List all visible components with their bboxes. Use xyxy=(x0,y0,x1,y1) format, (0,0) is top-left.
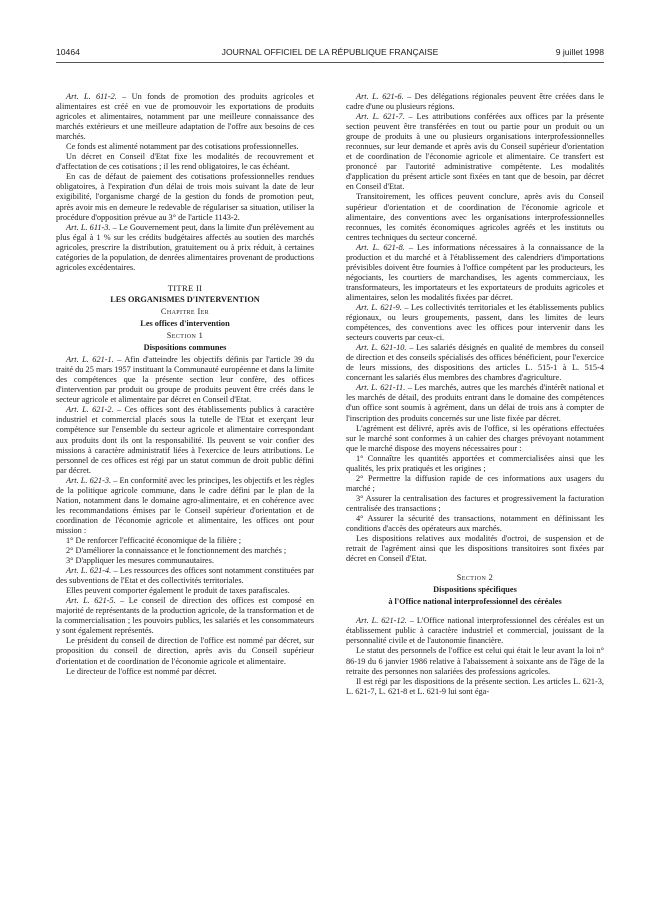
article-ref: Art. L. 621-4. xyxy=(66,566,112,576)
chapitre-heading: Chapitre Ier xyxy=(160,306,210,316)
article-ref: Art. L. 621-12. xyxy=(356,616,407,626)
section-2-heading: Section 2 xyxy=(456,573,494,583)
paragraph: L'agrément est délivré, après avis de l'office, si les opérations effectuées sur le marché sont conformes à un cahier des charges prévoyant notamment que le marché dispose des moyens nécessaires pour : xyxy=(346,423,604,453)
paragraph: Elles peuvent comporter également le produit de taxes parafiscales. xyxy=(66,586,290,596)
article-text: – Les collectivités territoriales et les établissements publics régionaux, ou leurs groupements, passent, dans les limites de leurs compétences, des conventions avec les offices pour intervenir dans les secteurs couverts par ceux-ci. xyxy=(346,302,605,343)
article-621-11 xyxy=(346,383,604,423)
list-item: 2° Permettre la diffusion rapide de ces informations aux usagers du marché ; xyxy=(346,473,604,493)
article-611-2 xyxy=(56,92,314,142)
article-ref: Art. L. 621-5. xyxy=(66,596,116,606)
article-621-4 xyxy=(56,566,314,586)
paragraph: Le statut des personnels de l'office est celui qui était le leur avant la loi n° 86-19 du 6 janvier 1986 relative à l'abaissement à soixante ans de l'âge de la retraite des personnes non salariées des professions agricoles. xyxy=(346,646,604,676)
paragraph: Le président du conseil de direction de l'office est nommé par décret, sur proposition du conseil de direction, après avis du Conseil supérieur d'orientation et de coordination de l'économie agricole et alimentaire. xyxy=(56,636,314,666)
article-621-2 xyxy=(56,405,314,475)
article-ref: Art. L. 621-9. xyxy=(356,302,402,312)
list-item: 2° D'améliorer la connaissance et le fonctionnement des marchés ; xyxy=(66,546,287,556)
article-621-6 xyxy=(346,92,604,112)
list-item: 3° D'appliquer les mesures communautaires. xyxy=(66,556,214,566)
article-ref: Art. L. 621-10. xyxy=(356,343,407,353)
section-2-name-line2: à l'Office national interprofessionnel des céréales xyxy=(388,597,562,607)
paragraph: Un décret en Conseil d'Etat fixe les modalités de recouvrement et d'affectation de ces cotisations ; il les rend obligatoires, le cas échéant. xyxy=(56,152,314,172)
article-621-10 xyxy=(346,343,604,383)
article-621-8 xyxy=(346,243,604,303)
header-rule xyxy=(56,62,604,63)
article-ref: Art. L. 621-6. xyxy=(356,92,404,101)
article-621-12 xyxy=(346,616,604,646)
section-heading: Section 1 xyxy=(166,331,204,341)
paragraph: Les dispositions relatives aux modalités d'octroi, de suspension et de retrait de l'agrément ainsi que les dispositions transitoires sont fixées par décret en Conseil d'Etat. xyxy=(346,534,604,564)
chapitre-name: Les offices d'intervention xyxy=(140,318,230,328)
list-item: 3° Assurer la centralisation des factures et progressivement la facturation centralisée des transactions ; xyxy=(346,493,604,513)
article-text: – Les attributions conférées aux offices par la présente section peuvent être transférées en tout ou partie pour un produit ou un groupe de produits à une ou plusieurs organisations interprofessionnelles reconnues, sur leur demande et après avis du Conseil supérieur d'orientation et de coordination de l'économie agricole et alimentaire. Ce transfert est prononcé par l'autorité administrative compétente. Les modalités d'application du présent article sont fixées en tant que de besoin, par décret en Conseil d'Etat. xyxy=(346,112,604,192)
article-621-9 xyxy=(346,303,604,343)
article-ref: Art. L. 611-2. xyxy=(66,92,117,101)
list-item: 4° Assurer la sécurité des transactions, notamment en définissant les conditions d'accès des opérateurs aux marchés. xyxy=(346,513,604,534)
titre-heading: TITRE II xyxy=(167,282,203,293)
article-ref: Art. L. 621-11. xyxy=(356,383,406,393)
article-text: – Le conseil de direction des offices est composé en majorité de représentants de la production agricole, de la transformation et de la commercialisation ; les pouvoirs publics, les salariés et les consommateurs y sont également représentés. xyxy=(56,596,314,636)
paragraph: Il est régi par les dispositions de la présente section. Les articles L. 621-3, L. 621-7, L. 621-8 et L. 621-9 lui sont éga- xyxy=(346,676,604,696)
article-text: – L'Office national interprofessionnel des céréales est un établissement public à caractère industriel et commercial, jouissant de la personnalité civile et de l'autonomie financière. xyxy=(346,616,604,646)
article-text: – Les informations nécessaires à la connaissance de la production et du marché et à l'établissement des calendriers d'importations prévisibles doivent être fournies à l'office compétent par les producteurs, les négociants, les courtiers de marchandises, les agents commerciaux, les transformateurs, les importateurs et les exportateurs de produits agricoles et alimentaires, selon les modalités fixées par décret. xyxy=(346,242,604,302)
article-ref: Art. L. 621-1. xyxy=(66,355,114,365)
article-text: – Ces offices sont des établissements publics à caractère industriel et commercial placés sous la tutelle de l'Etat et exerçant leur compétence sur l'ensemble du secteur agricole et alimentaire correspondant aux produits dont ils ont la responsabilité. Ils peuvent se voir confier des missions à caractère administratif liées à l'exercice de leurs attributions. Le personnel de ces offices est régi par un statut commun de droit public défini par décret. xyxy=(56,405,314,475)
article-ref: Art. L. 611-3. xyxy=(66,222,111,232)
journal-title: JOURNAL OFFICIEL DE LA RÉPUBLIQUE FRANÇAISE xyxy=(221,47,439,57)
paragraph: En cas de défaut de paiement des cotisations professionnelles rendues obligatoires, à l'expiration d'un délai de trois mois suivant la date de leur exigibilité, l'organisme chargé de la gestion du fonds de promotion peut, après avoir mis en demeure le redevable de régulariser sa situation, utiliser la procédure d'opposition prévue au 3° de l'article 1143-2. xyxy=(56,172,314,222)
issue-date: 9 juillet 1998 xyxy=(555,47,604,57)
article-611-3 xyxy=(56,223,314,273)
left-column xyxy=(56,92,314,677)
page-header xyxy=(56,47,604,61)
list-item: 1° De renforcer l'efficacité économique de la filière ; xyxy=(66,535,242,545)
article-621-1 xyxy=(56,355,314,405)
article-ref: Art. L. 621-8. xyxy=(356,242,405,252)
titre-name: LES ORGANISMES D'INTERVENTION xyxy=(110,294,260,304)
article-text: – Les ressources des offices sont notamment constituées par des subventions de l'Etat et des collectivités territoriales. xyxy=(56,566,314,586)
article-ref: Art. L. 621-7. xyxy=(356,112,405,122)
article-621-5 xyxy=(56,596,314,636)
article-text: – Le Gouvernement peut, dans la limite d'un prélèvement au plus égal à 1 % sur les crédits budgétaires affectés au soutien des marchés agricoles, prescrire la distribution, gratuitement ou à prix réduit, à certaines catégories de la population, de denrées alimentaires provenant de productions agricoles excédentaires. xyxy=(56,222,314,272)
article-text: – Les salariés désignés en qualité de membres du conseil de direction et des conseils spécialisés des offices bénéficient, pour l'exercice de leurs missions, des dispositions des articles L. 515-1 à L. 515-4 concernant les salariés élus membres des chambres d'agriculture. xyxy=(346,343,604,383)
paragraph: Ce fonds est alimenté notamment par des cotisations professionnelles. xyxy=(66,142,299,152)
article-621-3 xyxy=(56,476,314,536)
article-text: – Des délégations régionales peuvent être créées dans le cadre d'une ou plusieurs régions. xyxy=(346,92,604,112)
article-ref: Art. L. 621-2. xyxy=(66,405,114,415)
list-item: 1° Connaître les quantités apportées et commercialisées ainsi que les qualités, les prix pratiqués et les origines ; xyxy=(346,453,604,473)
right-column xyxy=(346,92,604,697)
section-name: Dispositions communes xyxy=(143,343,227,353)
article-text: – Les marchés, autres que les marchés d'intérêt national et les marchés de détail, des produits entrant dans le domaine des compétences d'un office sont soumis à agrément, dans un délai de trois ans à compter de l'inscription des produits concernés sur une liste fixée par décret. xyxy=(346,383,604,423)
article-text: – Afin d'atteindre les objectifs définis par l'article 39 du traité du 25 mars 1957 instituant la Communauté européenne et dans la limite des compétences que la présente section leur confère, des offices d'intervention par produit ou groupe de produits peuvent être créés dans le secteur agricole et alimentaire par décret en Conseil d'Etat. xyxy=(56,355,315,405)
article-text: – Un fonds de promotion des produits agricoles et alimentaires est créé en vue de promouvoir les exportations de produits agricoles et alimentaires, notamment par une meilleure connaissance des marchés extérieurs et une meilleure adaptation de l'offre aux besoins de ces marchés. xyxy=(56,92,315,142)
article-text: – En conformité avec les principes, les objectifs et les règles de la politique agricole commune, dans le cadre défini par le plan de la Nation, notamment dans le domaine agro-alimentaire, et en cohérence avec les recommandations émises par le Conseil supérieur d'orientation et de coordination de l'économie agricole et alimentaire, les offices ont pour mission : xyxy=(56,475,314,535)
page-number: 10464 xyxy=(56,47,80,57)
article-ref: Art. L. 621-3. xyxy=(66,475,112,485)
article-621-7 xyxy=(346,112,604,192)
section-2-name-line1: Dispositions spécifiques xyxy=(433,585,517,595)
paragraph: Le directeur de l'office est nommé par décret. xyxy=(66,666,217,676)
paragraph: Transitoirement, les offices peuvent conclure, après avis du Conseil supérieur d'orientation et de coordination de l'économie agricole et alimentaire, des conventions avec les organisations interprofessionnelles reconnues, les comités économiques agricoles agréés et les instituts ou centres techniques du secteur concerné. xyxy=(346,192,604,242)
